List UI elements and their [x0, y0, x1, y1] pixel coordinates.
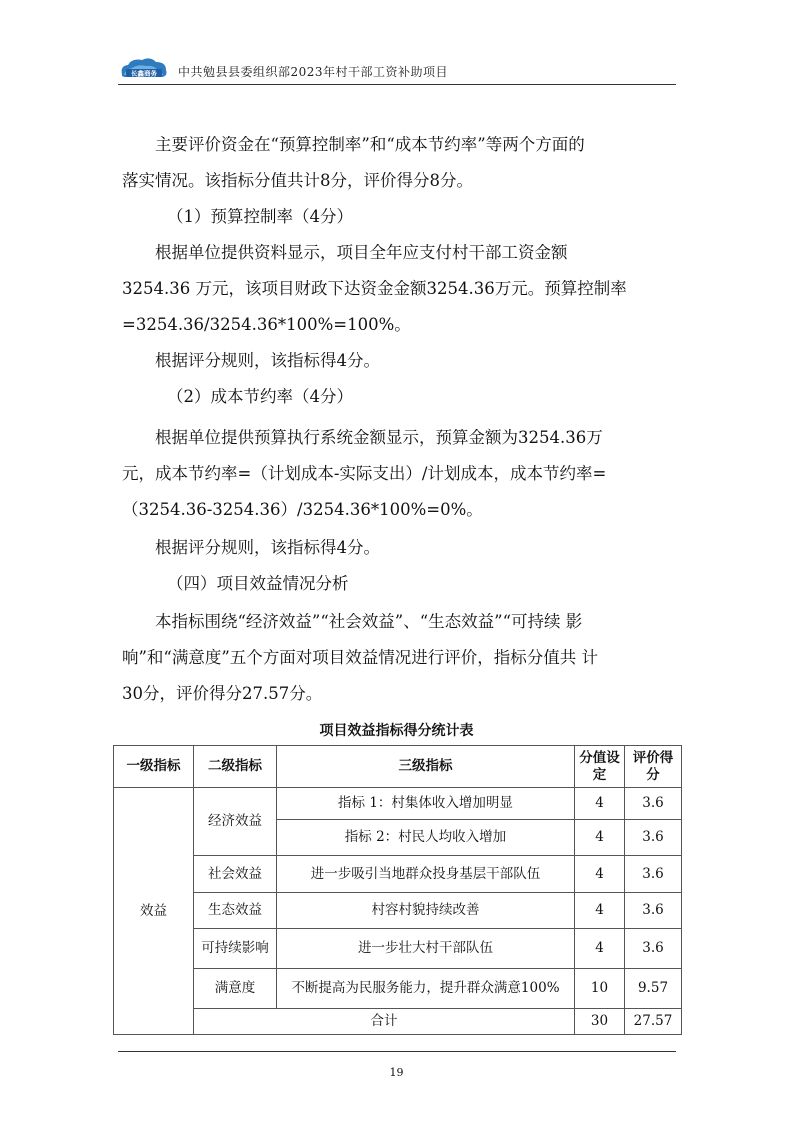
cell-level2: 社会效益: [194, 856, 277, 893]
table-total-row: [114, 1009, 682, 1035]
cell-level2: 满意度: [194, 969, 277, 1009]
page-header: [118, 54, 678, 84]
header-divider: [118, 84, 676, 85]
paragraph-rule-1: [122, 343, 682, 379]
text-line: 元，成本节约率=（计划成本-实际支出）/计划成本，成本节约率=: [122, 464, 607, 483]
paragraph-intro: [122, 127, 682, 199]
cell-score: 3.6: [625, 929, 682, 969]
text-line: （3254.36-3254.36）/3254.36*100%=0%。: [122, 500, 483, 519]
cell-score: 9.57: [625, 969, 682, 1009]
cell-total-label: 合计: [194, 1009, 575, 1035]
table-row: [114, 856, 682, 893]
page-number: 19: [389, 1066, 404, 1079]
table-row: [114, 788, 682, 820]
cell-total-value: 30: [575, 1009, 625, 1035]
footer-divider: [118, 1051, 676, 1052]
paragraph-cost-saving: [122, 420, 682, 528]
header-score: 评价得分: [625, 746, 682, 788]
svg-text:长鑫商务: 长鑫商务: [131, 69, 157, 78]
cell-value: 4: [575, 929, 625, 969]
table-row: [114, 893, 682, 929]
text-line: 根据评分规则，该指标得4分。: [155, 538, 380, 557]
cell-value: 4: [575, 820, 625, 856]
cell-value: 4: [575, 893, 625, 929]
header-level1: 一级指标: [114, 746, 194, 788]
cell-level2: 经济效益: [194, 788, 277, 856]
text-line: （1）预算控制率（4分）: [167, 207, 353, 226]
cell-score: 3.6: [625, 788, 682, 820]
company-logo: [118, 56, 170, 80]
text-line: 30分，评价得分27.57分。: [122, 684, 323, 703]
table-title: 项目效益指标得分统计表: [319, 723, 474, 739]
text-line: 主要评价资金在“预算控制率”和“成本节约率”等两个方面的: [155, 135, 585, 154]
text-line: （四）项目效益情况分析: [167, 574, 349, 593]
header-value: 分值设定: [575, 746, 625, 788]
text-line: 响”和“满意度”五个方面对项目效益情况进行评价，指标分值共 计: [122, 648, 599, 667]
text-line: 根据单位提供预算执行系统金额显示，预算金额为3254.36万: [155, 428, 603, 447]
cell-level3: 指标 2：村民人均收入增加: [277, 820, 575, 856]
cell-value: 10: [575, 969, 625, 1009]
header-title: 中共勉县县委组织部2023年村干部工资补助项目: [178, 65, 449, 79]
text-line: 根据评分规则，该指标得4分。: [155, 351, 380, 370]
paragraph-benefit: [122, 604, 682, 712]
cell-level3: 指标 1：村集体收入增加明显: [277, 788, 575, 820]
paragraph-budget-control: [122, 235, 682, 343]
table-header-row: [114, 746, 682, 788]
paragraph-rule-2: [122, 530, 682, 566]
cell-level3: 进一步壮大村干部队伍: [277, 929, 575, 969]
cell-level1: 效益: [114, 788, 194, 1035]
text-line: （2）成本节约率（4分）: [167, 387, 353, 406]
text-line: 落实情况。该指标分值共计8分，评价得分8分。: [122, 171, 473, 190]
cell-level2: 可持续影响: [194, 929, 277, 969]
table-row: [114, 929, 682, 969]
cell-value: 4: [575, 788, 625, 820]
heading-budget-control: [122, 199, 682, 235]
text-line: 3254.36 万元，该项目财政下达资金金额3254.36万元。预算控制率: [122, 279, 627, 298]
cell-value: 4: [575, 856, 625, 893]
cell-score: 3.6: [625, 893, 682, 929]
table-row: [114, 969, 682, 1009]
cell-level2: 生态效益: [194, 893, 277, 929]
text-line: =3254.36/3254.36*100%=100%。: [122, 315, 411, 334]
cell-score: 3.6: [625, 856, 682, 893]
heading-benefit-analysis: [122, 566, 682, 602]
cell-total-score: 27.57: [625, 1009, 682, 1035]
cell-score: 3.6: [625, 820, 682, 856]
cell-level3: 不断提高为民服务能力，提升群众满意100%: [277, 969, 575, 1009]
text-line: 根据单位提供资料显示，项目全年应支付村干部工资金额: [155, 243, 568, 262]
cell-level3: 进一步吸引当地群众投身基层干部队伍: [277, 856, 575, 893]
text-line: 本指标围绕“经济效益”“社会效益”、“生态效益”“可持续 影: [155, 612, 583, 631]
cell-level3: 村容村貌持续改善: [277, 893, 575, 929]
heading-cost-saving: [122, 379, 682, 415]
benefit-score-table: [113, 745, 682, 1035]
header-level3: 三级指标: [277, 746, 575, 788]
header-level2: 二级指标: [194, 746, 277, 788]
